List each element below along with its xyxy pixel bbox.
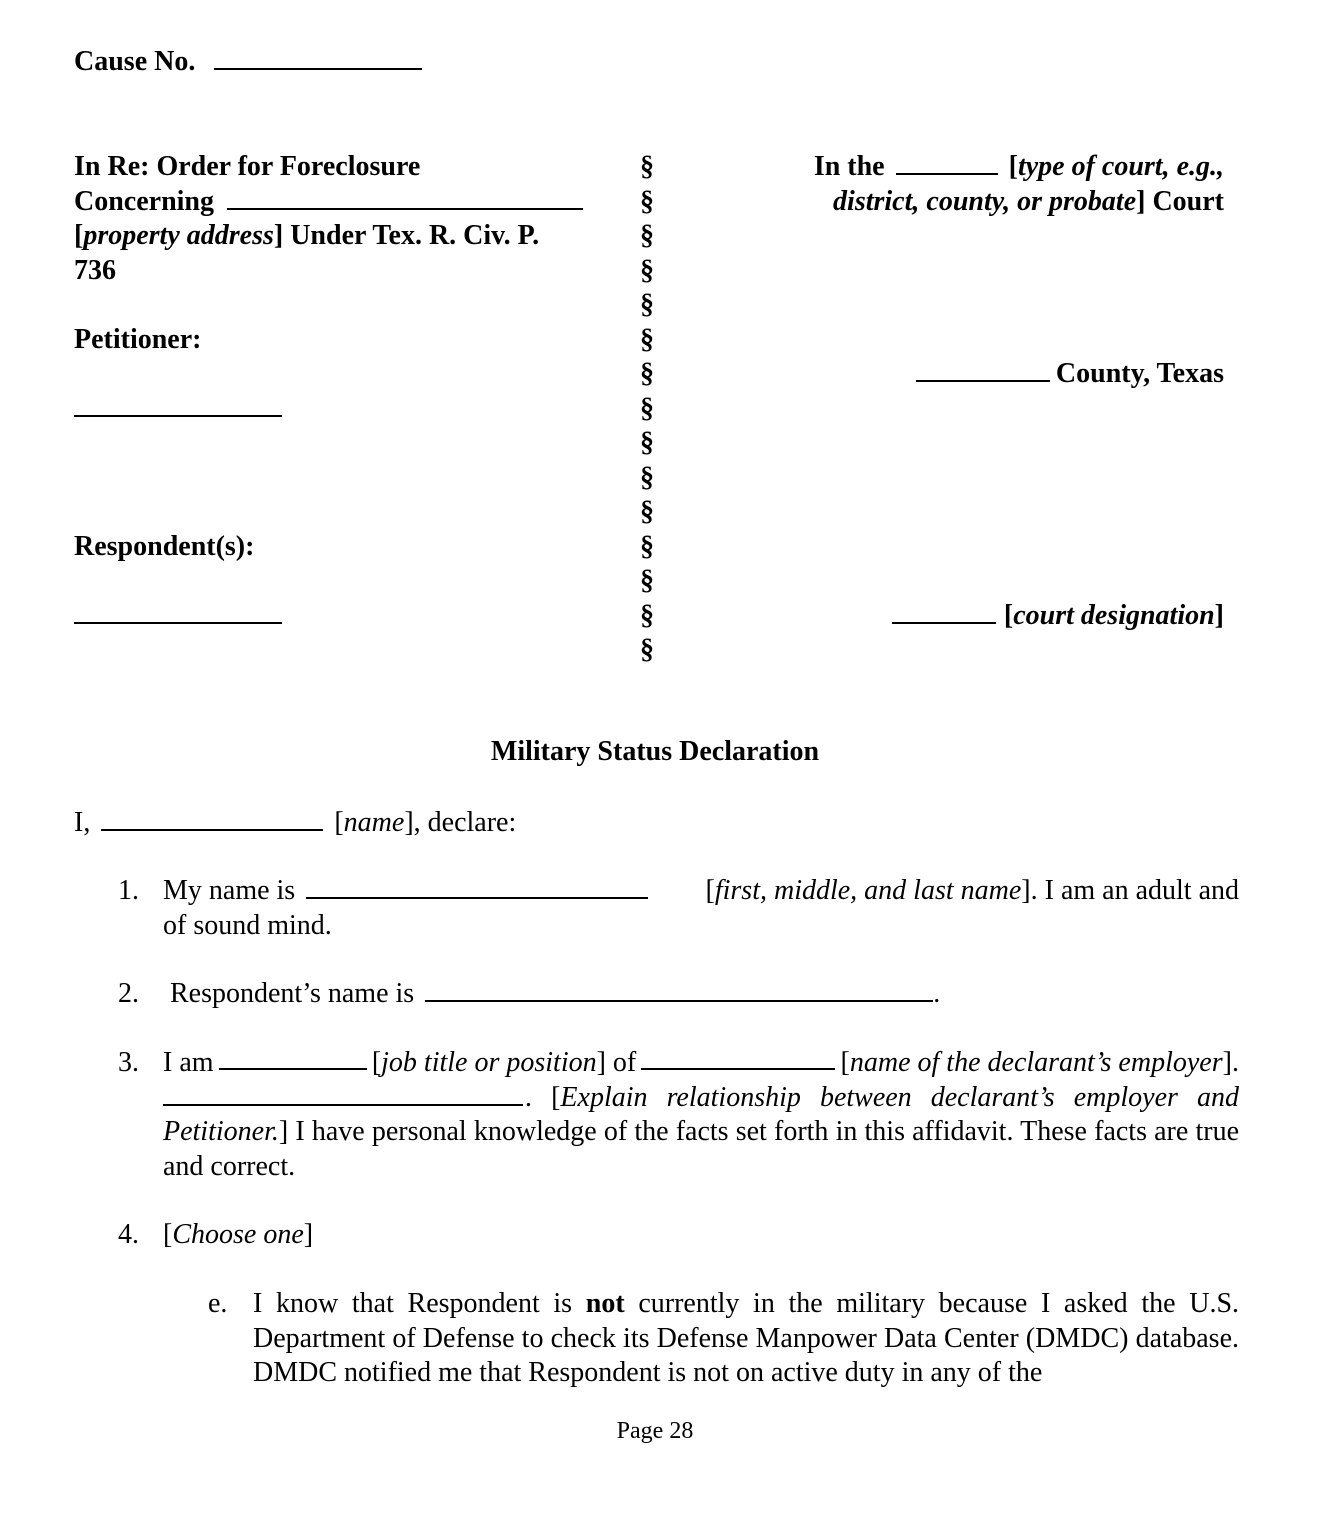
section-symbol: § <box>640 151 654 182</box>
cause-number-label: Cause No. <box>74 46 196 77</box>
section-symbol: § <box>640 634 654 665</box>
respondent-line <box>74 599 604 634</box>
cause-number-line <box>74 46 422 78</box>
caption-line-4: 736 <box>74 254 116 286</box>
job-title-blank[interactable] <box>219 1046 367 1070</box>
cause-number-blank[interactable] <box>214 46 422 70</box>
designation-line: [court designation] <box>814 599 1224 634</box>
item-1-number: 1. <box>118 875 139 906</box>
item-3: I am [job title or position] of [name of the declarant’s employer]. . [Explain relationship between declarant’s employer and Petitioner.] I have personal knowledge of the facts set forth in this affidavit. These facts are true and correct. <box>163 1047 1239 1182</box>
section-symbol: § <box>640 358 654 389</box>
section-symbol: § <box>640 530 654 562</box>
caption-line-1: In Re: Order for Foreclosure <box>74 151 421 182</box>
declarant-name-blank[interactable] <box>101 807 323 831</box>
item-4-number: 4. <box>118 1219 139 1250</box>
section-symbol: § <box>640 220 654 251</box>
first-middle-last-name-blank[interactable] <box>306 875 648 899</box>
court-line-1: In the [type of court, e.g., <box>813 151 1224 182</box>
petitioner-label: Petitioner: <box>74 323 202 355</box>
intro-line: I, [name], declare: <box>74 807 517 838</box>
respondent-name-blank[interactable] <box>425 978 933 1002</box>
caption-right <box>814 150 1224 633</box>
item-2-number: 2. <box>118 978 139 1009</box>
section-symbol: § <box>640 254 654 286</box>
employer-blank[interactable] <box>641 1046 835 1070</box>
relationship-blank[interactable] <box>163 1082 523 1106</box>
section-symbol: § <box>640 565 654 596</box>
county-blank[interactable] <box>916 358 1050 382</box>
item-1: My name is [first, middle, and last name]. I am an adult and of sound mind. <box>163 875 1239 941</box>
court-line-2: district, county, or probate] Court <box>833 185 1224 217</box>
petitioner-line <box>74 392 604 427</box>
section-symbol: § <box>640 496 654 527</box>
caption-line-2: Concerning <box>74 185 604 220</box>
page-number: Page 28 <box>616 1418 694 1444</box>
section-symbol: § <box>640 392 654 424</box>
caption-left <box>74 150 604 633</box>
document-title: Military Status Declaration <box>490 736 820 767</box>
caption-line-3: [property address] Under Tex. R. Civ. P. <box>74 220 540 251</box>
item-3-number: 3. <box>118 1047 139 1078</box>
subitem-e-letter: e. <box>208 1288 228 1319</box>
caption-concerning-blank[interactable] <box>227 186 583 210</box>
section-symbol: § <box>640 461 654 493</box>
section-symbol: § <box>640 599 654 631</box>
respondent-label: Respondent(s): <box>74 530 255 562</box>
court-type-blank[interactable] <box>896 151 998 175</box>
petitioner-blank[interactable] <box>74 393 282 417</box>
section-symbol: § <box>640 185 654 217</box>
section-symbol-column <box>640 150 670 668</box>
item-4: [Choose one] <box>163 1219 314 1250</box>
section-symbol: § <box>640 427 654 458</box>
item-2: Respondent’s name is . <box>170 978 941 1009</box>
respondent-blank[interactable] <box>74 600 282 624</box>
section-symbol: § <box>640 289 654 320</box>
subitem-e: I know that Respondent is not currently in the military because I asked the U.S. Department of Defense to check its Defense Manpower Data Center (DMDC) database. DMDC notified me that Respondent is not on active duty in any of the <box>253 1288 1240 1388</box>
section-symbol: § <box>640 323 654 355</box>
county-line: County, Texas <box>814 357 1224 392</box>
designation-blank[interactable] <box>892 600 996 624</box>
